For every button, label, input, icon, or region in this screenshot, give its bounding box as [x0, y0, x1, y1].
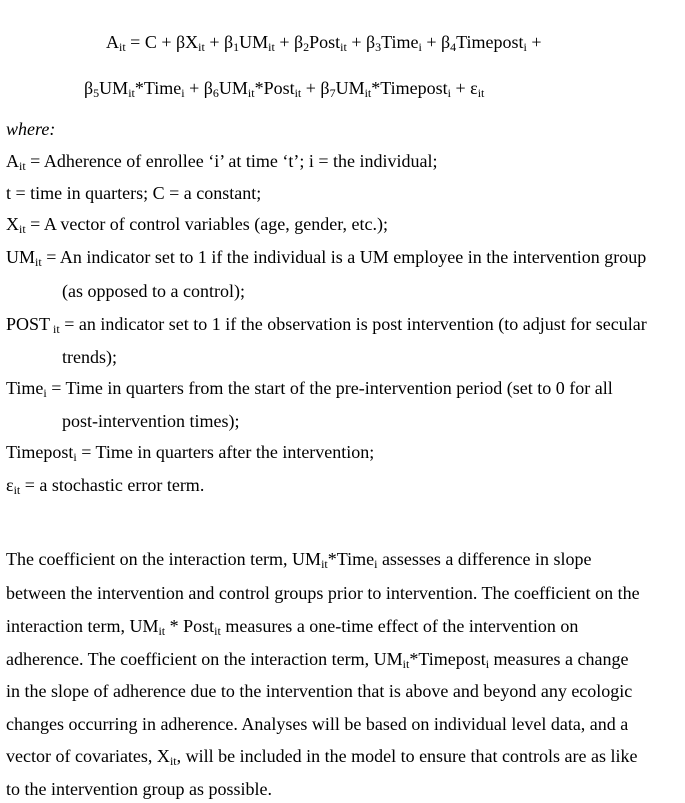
definition-adherence: $A_{it}$ = Adherence of enrollee ‘i’ at time ‘t’; i = the individual;: [6, 151, 438, 173]
where-label: where:: [6, 119, 56, 139]
paragraph-line-6: changes occurring in adherence. Analyses will be based on individual level data, and a: [6, 714, 629, 734]
definition-error-term: $\varepsilon_{it} = a$ stochastic error term.: [6, 475, 205, 497]
paragraph-line-5: in the slope of adherence due to the intervention that is above and beyond any ecologic: [6, 681, 633, 701]
definition-post-indicator: POST $_{it}$ = an indicator set to 1 if the observation is post intervention (to adjust for secular: [6, 314, 647, 336]
paragraph-line-8: to the intervention group as possible.: [6, 779, 272, 799]
equation-line-2: $\beta_5UM_{it}*Time_i$ + $\beta_6UM_{it}*Post_{it}$ + $\beta_7UM_{it}*Timepost_i + \varepsilon_{it}$: [84, 78, 485, 100]
definition-post-indicator-continued: trends);: [62, 347, 117, 367]
definition-timepost: Timepost$_i$ = Time in quarters after the intervention;: [6, 442, 375, 464]
definition-time-constant: t = time in quarters; C = a constant;: [6, 183, 262, 203]
definition-control-vector: $X_{it} = A$ vector of control variables (age, gender, etc.);: [6, 214, 388, 236]
paragraph-line-1: The coefficient on the interaction term, $UM_{it}*Time_i$ assesses a difference in slope: [6, 549, 592, 571]
definition-time: Time$_i$ = Time in quarters from the start of the pre-intervention period (set to 0 for all: [6, 378, 613, 400]
definition-um-indicator: $UM_{it} = An$ indicator set to 1 if the individual is a UM employee in the intervention group: [6, 247, 647, 269]
definition-um-indicator-continued: (as opposed to a control);: [62, 281, 245, 301]
paragraph-line-7: vector of covariates, $X_{it}$, will be included in the model to ensure that controls are as like: [6, 746, 638, 768]
equation-line-1: $A_{it} = C + \beta X_{it} + \beta_1UM_{it}$ + $\beta_2Post_{it}$ + $\beta_3Time_i$ + $\beta_4Timepost_i$ +: [106, 32, 542, 54]
paragraph-line-3: interaction term, $UM_{it}$ * Post$_{it}$ measures a one-time effect of the intervention on: [6, 616, 579, 638]
paragraph-line-4: adherence. The coefficient on the interaction term, $UM_{it}*Timepost_i$ measures a change: [6, 649, 629, 671]
paragraph-line-2: between the intervention and control groups prior to intervention. The coefficient on the: [6, 583, 640, 603]
definition-time-continued: post-intervention times);: [62, 411, 240, 431]
